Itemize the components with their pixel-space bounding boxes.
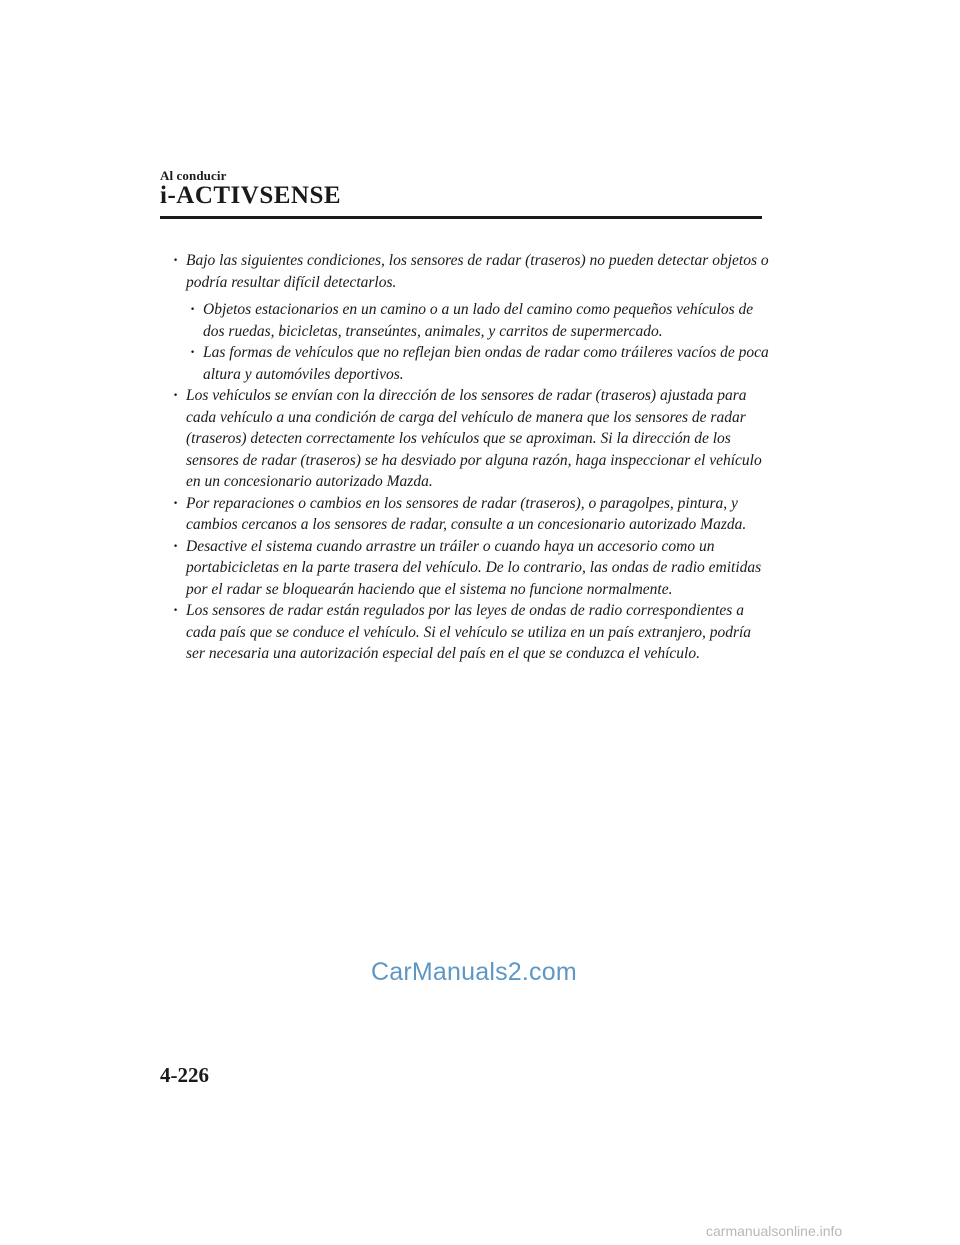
bullet-text: Los vehículos se envían con la dirección de los sensores de radar (traseros) ajustada para cada vehículo a una condición de carga del vehículo de manera que los sensores de radar (traseros) detecten correctamente los vehículos que se aproximan. Si la dirección de los sensores de radar (traseros) se ha desviado por alguna razón, haga inspeccionar el vehículo en un concesionario autorizado Mazda.	[186, 387, 762, 490]
page-number: 4-226	[160, 1063, 209, 1087]
header-rule	[160, 216, 762, 219]
content-body	[170, 250, 770, 665]
bullet-text: Las formas de vehículos que no reflejan bien ondas de radar como tráileres vacíos de poca altura y automóviles deportivos.	[203, 344, 769, 383]
bullet-text: Por reparaciones o cambios en los sensores de radar (traseros), o paragolpes, pintura, y cambios cercanos a los sensores de radar, consulte a un concesionario autorizado Mazda.	[186, 494, 747, 533]
section-label: Al conducir	[160, 168, 227, 183]
bullet-icon: ·	[190, 301, 196, 318]
watermark-link[interactable]: CarManuals2.com	[371, 958, 577, 986]
bullet-icon: ·	[173, 252, 179, 269]
bullet-icon: ·	[190, 344, 196, 361]
bullet-icon: ·	[173, 387, 179, 404]
bullet-text: Objetos estacionarios en un camino o a un lado del camino como pequeños vehículos de dos ruedas, bicicletas, transeúntes, animales, y carritos de supermercado.	[203, 301, 754, 340]
footer-domain[interactable]: carmanualsonline.info	[706, 1223, 843, 1239]
section-title: i-ACTIVSENSE	[160, 182, 342, 209]
bullet-item	[170, 493, 770, 536]
bullet-item	[170, 385, 770, 493]
sub-bullet-item	[187, 342, 770, 385]
bullet-icon: ·	[173, 537, 179, 555]
bullet-item	[170, 600, 770, 665]
bullet-item	[170, 250, 770, 293]
bullet-text: Bajo las siguientes condiciones, los sensores de radar (traseros) no pueden detectar objetos o podría resultar difícil detectarlos.	[186, 252, 769, 291]
sub-bullet-item	[187, 299, 770, 342]
bullet-text: Desactive el sistema cuando arrastre un tráiler o cuando haya un accesorio como un portabicicletas en la parte trasera del vehículo. De lo contrario, las ondas de radio emitidas por el radar se bloquearán haciendo que el sistema no funcione normalmente.	[186, 537, 762, 598]
bullet-text: Los sensores de radar están regulados por las leyes de ondas de radio correspondientes a cada país que se conduce el vehículo. Si el vehículo se utiliza en un país extranjero, podría ser necesaria una autorización especial del país en el que se conduzca el vehículo.	[186, 602, 752, 662]
bullet-icon: ·	[173, 602, 179, 619]
bullet-item	[170, 536, 770, 601]
bullet-icon: ·	[173, 494, 179, 512]
